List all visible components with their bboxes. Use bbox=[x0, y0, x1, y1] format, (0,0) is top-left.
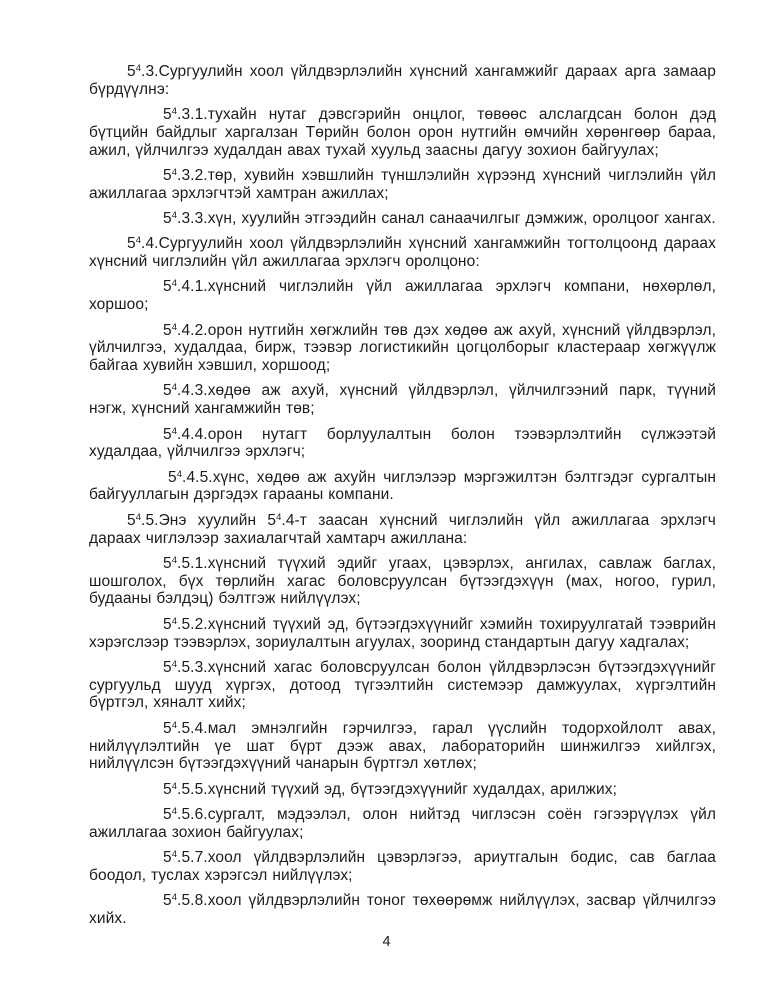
text-run: 5 bbox=[163, 554, 172, 572]
paragraph-5-4-4-4 bbox=[89, 426, 716, 462]
paragraph-5-4-3 bbox=[89, 63, 716, 99]
text-run: .4.4.орон нутагт борлуулалтын болон тээвэрлэлтийн сүлжээтэй худалдаа, үйлчилгээ эрхлэгч; bbox=[89, 425, 716, 461]
text-run: 5 bbox=[163, 106, 172, 124]
superscript-number: 4 bbox=[171, 382, 178, 394]
text-run: 5 bbox=[163, 848, 172, 866]
paragraph-5-4-5-8 bbox=[89, 892, 716, 928]
paragraph-5-4-5-7 bbox=[89, 849, 716, 885]
superscript-number: 4 bbox=[171, 719, 178, 731]
superscript-number: 4 bbox=[171, 615, 178, 627]
paragraph-5-4-4-5 bbox=[89, 469, 716, 505]
superscript-number: 4 bbox=[135, 511, 142, 523]
text-run: 5 bbox=[163, 425, 172, 443]
paragraph-5-4-4-3 bbox=[89, 382, 716, 418]
text-run: .5.6.сургалт, мэдээлэл, олон нийтэд чиглэсэн соён гэгээрүүлэх үйл ажиллагаа зохион байгуулах; bbox=[89, 805, 716, 841]
text-run: .4.2.орон нутгийн хөгжлийн төв дэх хөдөө аж ахуй, хүнсний үйлдвэрлэл, үйлчилгээ, худалдаа, бирж, тээвэр логистикийн цогцолборыг кластераар хөгжүүлж байгаа хувийн хэвшил, хоршоод; bbox=[89, 321, 716, 375]
text-run: 5 bbox=[163, 210, 172, 228]
paragraph-5-4-4-1 bbox=[89, 278, 716, 314]
paragraph-5-4-4-2 bbox=[89, 322, 716, 375]
paragraph-5-4-5-5 bbox=[89, 781, 716, 799]
paragraph-5-4-5-6 bbox=[89, 806, 716, 842]
text-run: 5 bbox=[163, 382, 172, 400]
text-run: 5 bbox=[127, 511, 136, 529]
superscript-number: 4 bbox=[176, 468, 183, 480]
text-run: 5 bbox=[168, 468, 177, 486]
superscript-number: 4 bbox=[171, 554, 178, 566]
text-run: 5 bbox=[163, 615, 172, 633]
text-run: 5 bbox=[127, 63, 136, 80]
text-run: .5.5.хүнсний түүхий эд, бүтээгдэхүүнийг худалдах, арилжих; bbox=[177, 780, 617, 798]
text-run: 5 bbox=[163, 805, 172, 823]
paragraph-5-4-3-1 bbox=[89, 106, 716, 159]
text-run: 5 bbox=[163, 166, 172, 184]
superscript-number: 4 bbox=[276, 511, 282, 523]
text-run: .3.Сургуулийн хоол үйлдвэрлэлийн хүнсний хангамжийг дараах арга замаар бүрдүүлнэ: bbox=[89, 63, 716, 98]
paragraph-5-4-5-2 bbox=[89, 616, 716, 652]
text-run: 5 bbox=[127, 235, 136, 253]
text-run: 5 bbox=[163, 719, 172, 737]
text-run: .5.Энэ хуулийн 5 bbox=[141, 511, 277, 529]
text-run: .3.2.төр, хувийн хэвшлийн түншлэлийн хүрээнд хүнсний чиглэлийн үйл ажиллагаа эрхлэгчтэй хамтран ажиллах; bbox=[89, 166, 716, 202]
paragraph-5-4-3-2 bbox=[89, 167, 716, 203]
superscript-number: 4 bbox=[171, 425, 178, 437]
superscript-number: 4 bbox=[135, 235, 142, 247]
text-run: 5 bbox=[163, 780, 172, 798]
page-number: 4 bbox=[382, 934, 391, 950]
text-run: 5 bbox=[163, 892, 172, 910]
superscript-number: 4 bbox=[171, 658, 178, 670]
superscript-number: 4 bbox=[171, 106, 178, 118]
superscript-number: 4 bbox=[135, 63, 142, 74]
text-run: .5.1.хүнсний түүхий эдийг угаах, цэвэрлэх, ангилах, савлаж баглах, шошголох, бүх төрлийн хагас боловсруулсан бүтээгдэхүүн (мах, ногоо, гурил, будааны бэлдэц) бэлтгэж нийлүүлэх; bbox=[89, 554, 716, 608]
text-run: 5 bbox=[163, 658, 172, 676]
superscript-number: 4 bbox=[171, 210, 178, 222]
superscript-number: 4 bbox=[171, 166, 178, 178]
text-run: .5.2.хүнсний түүхий эд, бүтээгдэхүүнийг хэмийн тохируулгатай тээврийн хэрэгслээр тээвэрлэх, зориулалтын агуулах, зооринд стандартын дагуу хадгалах; bbox=[89, 615, 716, 651]
paragraph-5-4-4 bbox=[89, 235, 716, 271]
text-run: .5.4.мал эмнэлгийн гэрчилгээ, гарал үүслийн тодорхойлолт авах, нийлүүлэлтийн үе шат бүрт дээж авах, лабораторийн шинжилгээ хийлгэх, нийлүүлсэн бүтээгдэхүүний чанарын бүртгэл хөтлөх; bbox=[89, 719, 716, 773]
paragraph-5-4-5-1 bbox=[89, 555, 716, 608]
superscript-number: 4 bbox=[171, 805, 178, 817]
superscript-number: 4 bbox=[171, 321, 178, 333]
text-run: .4-т заасан хүнсний чиглэлийн үйл ажиллагаа эрхлэгч дараах чиглэлээр захиалагчтай хамтарч ажиллана: bbox=[89, 511, 716, 547]
text-run: .4.Сургуулийн хоол үйлдвэрлэлийн хүнсний хангамжийн тогтолцоонд дараах хүнсний чиглэлийн үйл ажиллагаа эрхлэгч оролцоно: bbox=[89, 235, 716, 271]
text-run: .4.5.хүнс, хөдөө аж ахуйн чиглэлээр мэргэжилтэн бэлтгэдэг сургалтын байгууллагын дэргэдэх гарааны компани. bbox=[89, 468, 716, 504]
text-run: .4.3.хөдөө аж ахуй, хүнсний үйлдвэрлэл, үйлчилгээний парк, түүний нэгж, хүнсний хангамжийн төв; bbox=[89, 382, 716, 418]
text-run: .3.1.тухайн нутаг дэвсгэрийн онцлог, төвөөс алслагдсан болон дэд бүтцийн байдлыг харгалзан Төрийн болон орон нутгийн өмчийн хөрөнгөөр бараа, ажил, үйлчилгээ худалдан авах тухай хуульд заасны дагуу зохион байгуулах; bbox=[89, 106, 716, 159]
superscript-number: 4 bbox=[171, 892, 178, 904]
paragraph-5-4-5-4 bbox=[89, 720, 716, 773]
paragraph-5-4-5 bbox=[89, 512, 716, 548]
text-run: .5.3.хүнсний хагас боловсруулсан болон үйлдвэрлэсэн бүтээгдэхүүнийг сургуульд шууд хүргэх, дотоод түгээлтийн системээр дамжуулах, хүргэлтийн бүртгэл, хяналт хийх; bbox=[89, 658, 716, 712]
superscript-number: 4 bbox=[171, 780, 178, 792]
text-run: 5 bbox=[163, 278, 172, 296]
superscript-number: 4 bbox=[171, 848, 178, 860]
text-run: .4.1.хүнсний чиглэлийн үйл ажиллагаа эрхлэгч компани, нөхөрлөл, хоршоо; bbox=[89, 278, 716, 314]
paragraph-5-4-3-3 bbox=[89, 210, 716, 228]
paragraph-5-4-5-3 bbox=[89, 659, 716, 712]
document-body bbox=[89, 63, 716, 935]
text-run: .5.7.хоол үйлдвэрлэлийн цэвэрлэгээ, ариутгалын бодис, сав баглаа боодол, туслах хэрэгсэл нийлүүлэх; bbox=[89, 848, 716, 884]
superscript-number: 4 bbox=[171, 278, 178, 290]
text-run: .3.3.хүн, хуулийн этгээдийн санал санаачилгыг дэмжиж, оролцоог хангах. bbox=[177, 210, 716, 228]
text-run: .5.8.хоол үйлдвэрлэлийн тоног төхөөрөмж нийлүүлэх, засвар үйлчилгээ хийх. bbox=[89, 892, 716, 927]
text-run: 5 bbox=[163, 321, 172, 339]
